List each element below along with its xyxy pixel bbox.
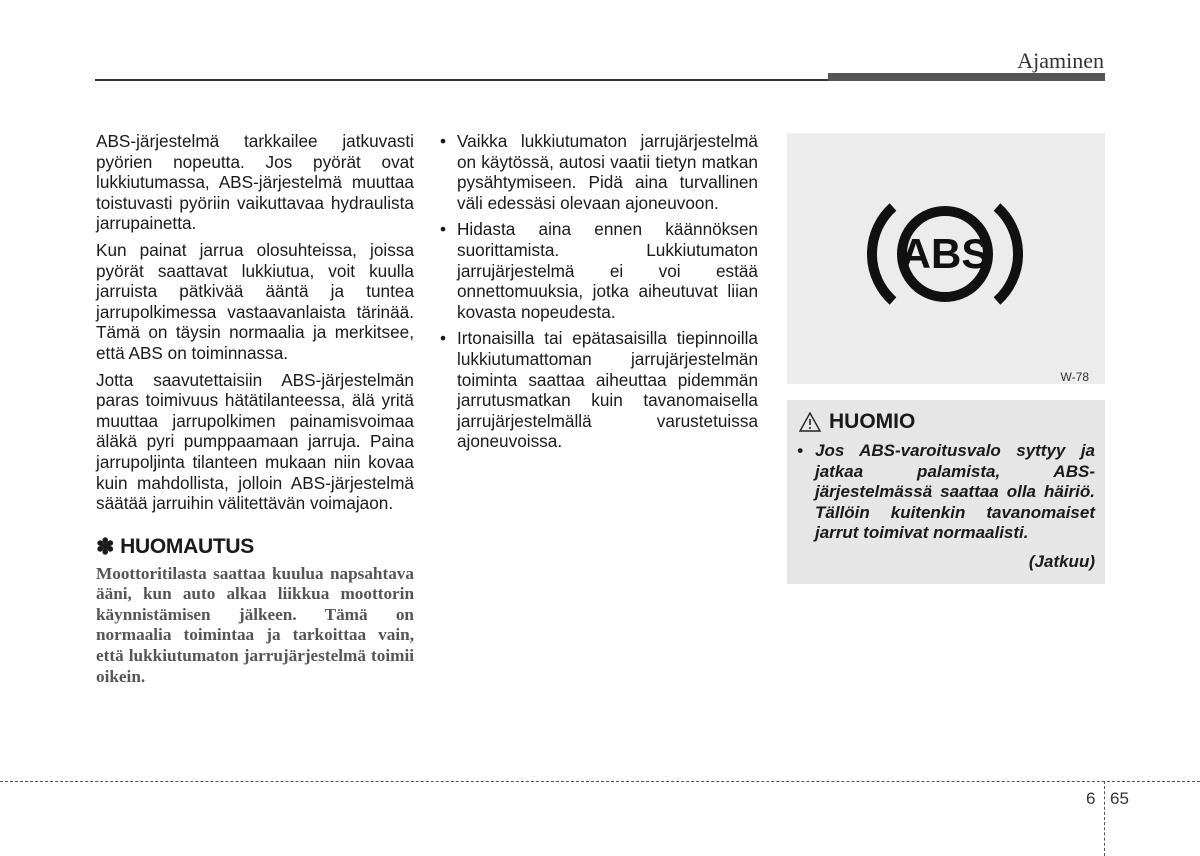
bullet-symbol: • xyxy=(440,328,447,349)
list-item-text: Irtonaisilla tai epätasaisilla tiepinnoilla lukkiutumattoman jarrujärjestelmän toiminta saattaa aiheuttaa pidemmän jarrutusmatkan kuin tavanomaisella jarrujärjestelmällä varustetuissa ajoneuvoissa. xyxy=(457,328,758,452)
footer-rule xyxy=(0,781,1200,782)
note-body: Moottoritilasta saattaa kuulua napsahtava ääni, kun auto alkaa liikkua moottorin käynnistämisen jälkeen. Tämä on normaalia toimintaa ja tarkoittaa vain, että lukkiutumaton jarrujärjestelmä toimii oikein. xyxy=(96,563,414,686)
footer-divider xyxy=(1104,781,1105,856)
list-item xyxy=(440,131,758,213)
bullet-symbol: • xyxy=(440,219,447,240)
paragraph: ABS-järjestelmä tarkkailee jatkuvasti pyörien nopeutta. Jos pyörät ovat lukkiutumassa, ABS-järjestelmä muuttaa toistuvasti pyöriin vaikuttavaa hydraulista jarrupainetta. xyxy=(96,131,414,234)
caution-text: Jos ABS-varoitusvalo syttyy ja jatkaa palamista, ABS-järjestelmässä saattaa olla häiriö. Tällöin kuitenkin tavanomaiset jarrut toimivat normaalisti. xyxy=(815,441,1095,543)
bullet-symbol: • xyxy=(797,441,803,460)
continues-label: (Jatkuu) xyxy=(1028,551,1095,571)
paragraph: Jotta saavutettaisiin ABS-järjestelmän paras toimivuus hätätilanteessa, älä yritä muuttaa jarrupolkimen painamisvoimaa äläkä pyri pumppaamaan jarruja. Paina jarrupoljinta tilanteen mukaan niin kovaa kuin mahdollista, jolloin ABS-järjestelmä säätää jarruihin välitettävän voimajaon. xyxy=(96,369,414,514)
abs-warning-icon xyxy=(867,195,1023,313)
middle-column xyxy=(440,131,758,458)
caution-heading-text: HUOMIO xyxy=(829,410,916,433)
list-item-text: Vaikka lukkiutumaton jarrujärjestelmä on käytössä, autosi vaatii tietyn matkan pysähtymiseen. Pidä aina turvallinen väli edessäsi olevaan ajoneuvoon. xyxy=(457,131,758,213)
page-number: 65 xyxy=(1110,789,1129,808)
abs-icon-label: ABS xyxy=(900,230,990,277)
abs-figure xyxy=(787,133,1105,384)
note-heading xyxy=(96,534,414,560)
chapter-number: 6 xyxy=(1086,789,1096,808)
paragraph: Kun painat jarrua olosuhteissa, joissa pyörät saattavat lukkiutua, voit kuulla jarruista pätkivää ääntä ja tuntea jarrupolkimessa vastaavanlaista tärinää. Tämä on täysin normaalia ja merkitsee, että ABS on toiminnassa. xyxy=(96,239,414,363)
header-rule xyxy=(95,79,828,81)
caution-body xyxy=(797,441,1095,573)
note-heading-text: HUOMAUTUS xyxy=(120,534,254,558)
caution-box xyxy=(787,400,1105,584)
bullet-symbol: • xyxy=(440,131,447,151)
list-item xyxy=(440,219,758,322)
list-item xyxy=(440,328,758,452)
list-item xyxy=(797,441,1095,544)
caution-heading xyxy=(799,410,915,434)
left-column xyxy=(96,131,414,687)
note-symbol: ✽ xyxy=(96,533,115,559)
header-rule-accent xyxy=(828,73,1105,81)
figure-code: W-78 xyxy=(1060,370,1089,384)
warning-triangle-icon xyxy=(799,412,821,432)
section-title: Ajaminen xyxy=(1017,48,1104,73)
list-item-text: Hidasta aina ennen käännöksen suorittamista. Lukkiutumaton jarrujärjestelmä ei voi estää onnettomuuksia, jotka aiheutuvat liian kovasta nopeudesta. xyxy=(457,219,758,322)
